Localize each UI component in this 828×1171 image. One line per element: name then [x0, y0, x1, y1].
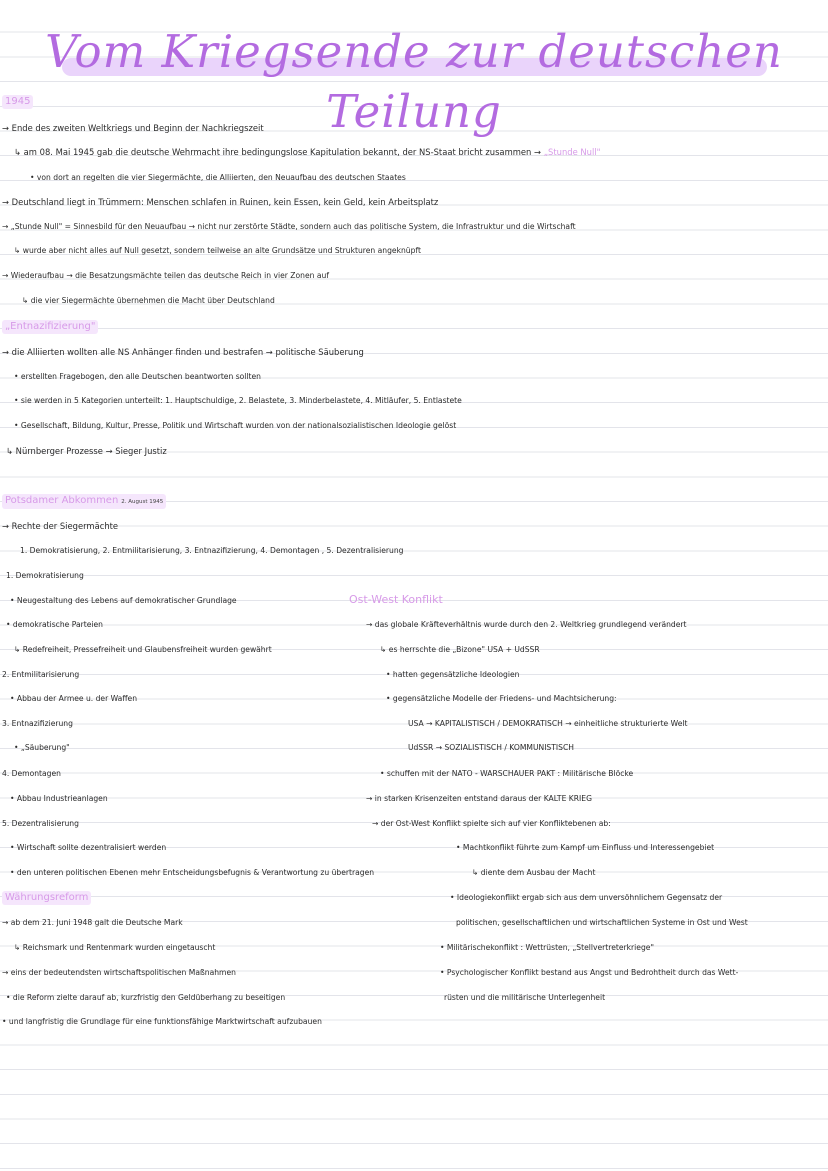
line-verantwortung: • den unteren politischen Ebenen mehr Entscheidungsbefugnis & Verantwortung zu übertragen	[10, 868, 375, 877]
line-bloecke: • schuffen mit der NATO - WARSCHAUER PAKT : Militärische Blöcke	[380, 769, 634, 778]
line-truemmer: → Deutschland liegt in Trümmern: Menschen schlafen in Ruinen, kein Essen, kein Geld, kein Arbeitsplatz	[2, 197, 439, 207]
potsdam-title: Potsdamer Abkommen	[5, 495, 119, 506]
line-entmilitarisierung: 2. Entmilitarisierung	[2, 670, 80, 679]
line-konfliktebenen: → der Ost-West Konflikt spielte sich auf vier Konfliktebenen ab:	[372, 819, 611, 828]
line-gesellschaft: • Gesellschaft, Bildung, Kultur, Presse, Politik und Wirtschaft wurden von der nationalsozialistischen Ideologie gelöst	[14, 421, 457, 430]
line-fragebogen: • erstellten Fragebogen, den alle Deutschen beantworten sollten	[14, 372, 261, 381]
line-systeme: politischen, gesellschaftlichen und wirtschaftlichen Systeme in Ost und West	[456, 918, 748, 927]
line-kraefteverhaeltnis: → das globale Kräfteverhältnis wurde durch den 2. Weltkrieg grundlegend verändert	[366, 620, 687, 629]
line-dezentralisierung: 5. Dezentralisierung	[2, 819, 79, 828]
line-udssr: UdSSR → SOZIALISTISCH / KOMMUNISTISCH	[408, 743, 574, 752]
line-ns-anhaenger: → die Alliierten wollten alle NS Anhänger finden und bestrafen → politische Säuberung	[2, 347, 364, 357]
potsdam-date: 2. August 1945	[121, 499, 164, 505]
line-nuernberg: ↳ Nürnberger Prozesse → Sieger Justiz	[6, 446, 167, 456]
line-kapitulation	[14, 146, 600, 158]
line-macht: ↳ die vier Siegermächte übernehmen die Macht über Deutschland	[22, 296, 275, 305]
line-unterlegenheit: rüsten und die militärische Unterlegenheit	[444, 993, 606, 1002]
line-wirtschaft-dezentral: • Wirtschaft sollte dezentralisiert werden	[10, 843, 167, 852]
line-grundsaetze: ↳ wurde aber nicht alles auf Null gesetzt, sondern teilweise an alte Grundsätze und Strukturen angeknüpft	[14, 246, 421, 255]
line-wiederaufbau: → Wiederaufbau → die Besatzungsmächte teilen das deutsche Reich in vier Zonen auf	[2, 271, 329, 280]
line-ausbau-macht: ↳ diente dem Ausbau der Macht	[472, 868, 596, 877]
heading-1945: 1945	[2, 95, 33, 109]
stunde-null-label: „Stunde Null"	[543, 147, 601, 157]
line-bizone: ↳ es herrschte die „Bizone" USA + UdSSR	[380, 645, 540, 654]
line-fuenf-d: 1. Demokratisierung, 2. Entmilitarisierung, 3. Entnazifizierung, 4. Demontagen , 5. Dezentralisierung	[20, 546, 404, 555]
line-armee: • Abbau der Armee u. der Waffen	[10, 694, 138, 703]
line-deutsche-mark: → ab dem 21. Juni 1948 galt die Deutsche Mark	[2, 918, 183, 927]
page-title: Vom Kriegsende zur deutschen Teilung	[45, 25, 783, 138]
line-usa: USA → KAPITALISTISCH / DEMOKRATISCH → einheitliche strukturierte Welt	[408, 719, 688, 728]
line-modelle: • gegensätzliche Modelle der Friedens- und Machtsicherung:	[386, 694, 617, 703]
line-militaerkonflikt: • Militärischekonflikt : Wettrüsten, „Stellvertreterkriege"	[440, 943, 654, 952]
line-rechte: → Rechte der Siegermächte	[2, 521, 119, 531]
line-marktwirtschaft: • und langfristig die Grundlage für eine funktionsfähige Marktwirtschaft aufzubauen	[2, 1017, 322, 1026]
line-demontagen: 4. Demontagen	[2, 769, 61, 778]
line-demokratisierung: 1. Demokratisierung	[6, 571, 84, 580]
line-kategorien: • sie werden in 5 Kategorien unterteilt: 1. Hauptschuldige, 2. Belastete, 3. Minderbelastete, 4. Mitläufer, 5. Entlastete	[14, 396, 462, 405]
line-ideologiekonflikt: • Ideologiekonflikt ergab sich aus dem unversöhnlichem Gegensatz der	[450, 893, 723, 902]
line-kriegsende: → Ende des zweiten Weltkriegs und Beginn der Nachkriegszeit	[2, 123, 264, 133]
line-freiheiten: ↳ Redefreiheit, Pressefreiheit und Glaubensfreiheit wurden gewährt	[14, 645, 272, 654]
heading-ost-west-konflikt: Ost-West Konflikt	[349, 593, 443, 606]
heading-waehrungsreform: Währungsreform	[2, 891, 91, 905]
line-machtkonflikt: • Machtkonflikt führte zum Kampf um Einfluss und Interessengebiet	[456, 843, 715, 852]
line-entnazifizierung: 3. Entnazifizierung	[2, 719, 73, 728]
line-neugestaltung: • Neugestaltung des Lebens auf demokratischer Grundlage	[10, 596, 237, 605]
heading-potsdamer-abkommen	[2, 494, 166, 509]
line-kalter-krieg: → in starken Krisenzeiten entstand daraus der KALTE KRIEG	[366, 794, 592, 803]
line-psychologisch: • Psychologischer Konflikt bestand aus Angst und Bedrohtheit durch das Wett-	[440, 968, 739, 977]
line-reichsmark: ↳ Reichsmark und Rentenmark wurden eingetauscht	[14, 943, 216, 952]
line-kapitulation-text: ↳ am 08. Mai 1945 gab die deutsche Wehrmacht ihre bedingungslose Kapitulation bekannt, der NS-Staat bricht zusammen →	[14, 147, 542, 157]
line-ideologien: • hatten gegensätzliche Ideologien	[386, 670, 520, 679]
line-stunde-null: → „Stunde Null" = Sinnesbild für den Neuaufbau → nicht nur zerstörte Städte, sondern auch das politische System, die Infrastruktur und die Wirtschaft	[2, 222, 576, 231]
line-geldueberhang: • die Reform zielte darauf ab, kurzfristig den Geldüberhang zu beseitigen	[6, 993, 286, 1002]
line-parteien: • demokratische Parteien	[6, 620, 103, 629]
line-massnahmen: → eins der bedeutendsten wirtschaftspolitischen Maßnahmen	[2, 968, 236, 977]
line-industrieanlagen: • Abbau Industrieanlagen	[10, 794, 108, 803]
line-saeuberung: • „Säuberung"	[14, 743, 70, 752]
heading-entnazifizierung: „Entnazifizierung"	[2, 320, 98, 334]
line-siegermaechte: • von dort an regelten die vier Siegermächte, die Alliierten, den Neuaufbau des deutschen Staates	[30, 173, 406, 182]
